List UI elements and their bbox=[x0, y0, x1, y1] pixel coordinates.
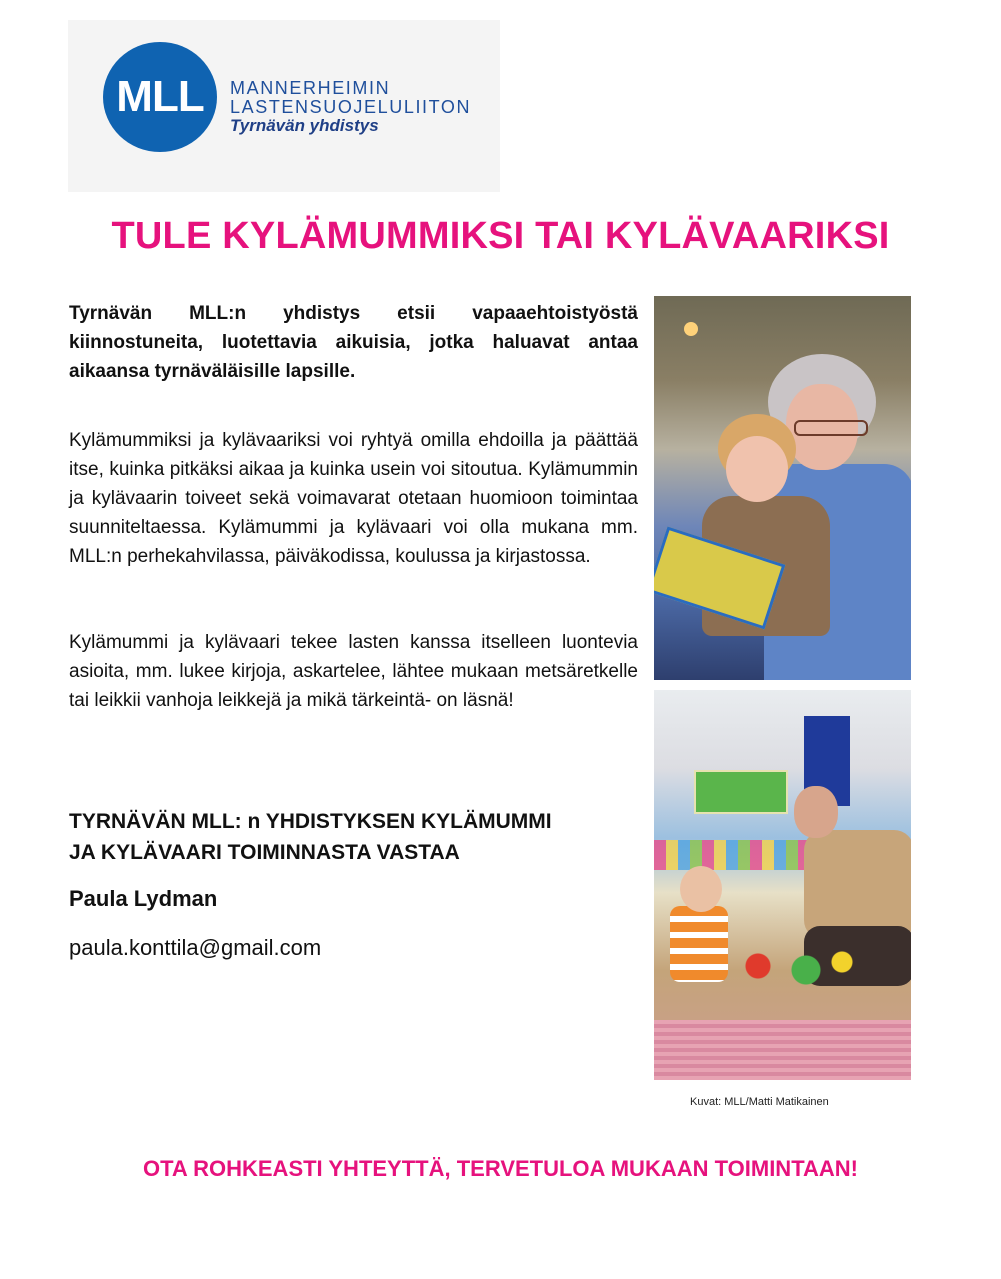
mll-logo bbox=[103, 42, 217, 152]
grandfather-head bbox=[794, 786, 838, 838]
glasses bbox=[794, 420, 868, 436]
contact-email[interactable]: paula.konttila@gmail.com bbox=[69, 935, 322, 960]
contact-heading-line1: TYRNÄVÄN MLL: n YHDISTYKSEN KYLÄMUMMI bbox=[69, 810, 552, 833]
child-face bbox=[726, 436, 788, 502]
logo-text-line3: Tyrnävän yhdistys bbox=[230, 116, 379, 135]
contact-heading bbox=[69, 806, 649, 868]
wall-sign bbox=[694, 770, 788, 814]
grandfather-shirt bbox=[804, 830, 911, 940]
lamp-light bbox=[684, 322, 698, 336]
toys bbox=[734, 946, 854, 986]
contact-name: Paula Lydman bbox=[69, 886, 218, 911]
logo-text-line2: LASTENSUOJELULIITON bbox=[230, 97, 472, 117]
rug bbox=[654, 1020, 911, 1080]
logo-text-line1: MANNERHEIMIN bbox=[230, 78, 391, 98]
logo-initials: MLL bbox=[116, 72, 204, 121]
intro-paragraph: Tyrnävän MLL:n yhdistys etsii vapaaehtoistyöstä kiinnostuneita, luotettavia aikuisia, jotka haluavat antaa aikaansa tyrnäväläisille lapsille. bbox=[69, 303, 638, 382]
contact-heading-line2: JA KYLÄVAARI TOIMINNASTA VASTAA bbox=[69, 841, 460, 864]
body-paragraph-2: Kylämummi ja kylävaari tekee lasten kanssa itselleen luontevia asioita, mm. lukee kirjoja, askartelee, lähtee mukaan metsäretkelle tai leikkii vanhoja leikkejä ja mikä tärkeintä- on läsnä! bbox=[69, 632, 638, 711]
photo-credit: Kuvat: MLL/Matti Matikainen bbox=[690, 1096, 829, 1108]
boy-shirt bbox=[670, 906, 728, 982]
boy-head bbox=[680, 866, 722, 912]
photo-grandfather-playing bbox=[654, 690, 911, 1080]
photo-grandmother-reading bbox=[654, 296, 911, 680]
footer-call-to-action: OTA ROHKEASTI YHTEYTTÄ, TERVETULOA MUKAAN TOIMINTAAN! bbox=[143, 1156, 858, 1181]
page-title: TULE KYLÄMUMMIKSI TAI KYLÄVAARIKSI bbox=[111, 215, 890, 257]
body-paragraph-1: Kylämummiksi ja kylävaariksi voi ryhtyä omilla ehdoilla ja päättää itse, kuinka pitkäksi aikaa ja kuinka usein voi sitoutua. Kylämummin ja kylävaarin toiveet sekä voimavarat otetaan huomioon toimintaa suunniteltaessa. Kylämummi ja kylävaari voi olla mukana mm. MLL:n perhekahvilassa, päiväkodissa, koulussa ja kirjastossa. bbox=[69, 430, 638, 567]
